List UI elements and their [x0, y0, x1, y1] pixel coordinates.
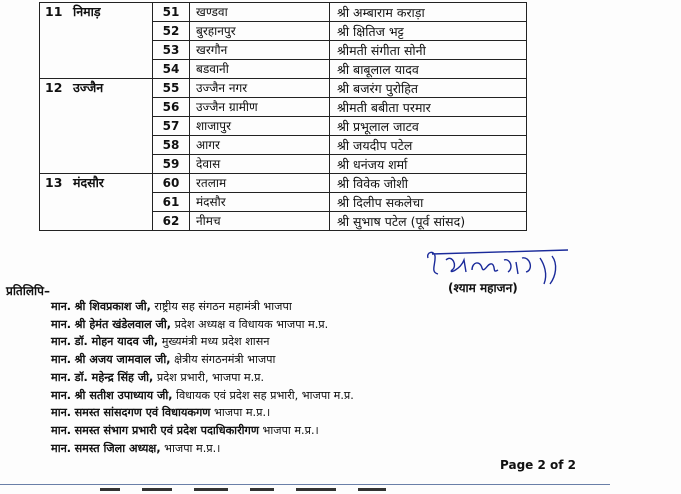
- honorific: मान.: [51, 335, 72, 349]
- recipient-designation: विधायक एवं प्रदेश सह प्रभारी, भाजपा म.प्र.: [176, 388, 354, 402]
- table-row: [40, 174, 527, 193]
- list-item: [51, 404, 354, 422]
- appointee-name: श्री बाबूलाल यादव: [330, 60, 527, 79]
- district-number: 52: [153, 22, 190, 41]
- recipient-name: समस्त संभाग प्रभारी एवं प्रदेश पदाधिकारीगण: [74, 423, 259, 437]
- division-cell: [40, 174, 153, 231]
- district-name: उज्जैन नगर: [190, 79, 330, 98]
- district-number: 51: [153, 3, 190, 22]
- district-name: उज्जैन ग्रामीण: [190, 98, 330, 117]
- copy-to-heading: प्रतिलिपि–: [6, 284, 50, 298]
- recipient-name: श्री अजय जामवाल जी,: [74, 353, 171, 367]
- division-name: निमाड़: [73, 4, 101, 19]
- district-number: 54: [153, 60, 190, 79]
- list-item: [51, 440, 354, 458]
- district-number: 60: [153, 174, 190, 193]
- district-number: 55: [153, 79, 190, 98]
- district-name: खण्डवा: [190, 3, 330, 22]
- appointee-name: श्रीमती बबीता परमार: [330, 98, 527, 117]
- honorific: मान.: [51, 300, 72, 313]
- list-item: [51, 298, 354, 316]
- honorific: मान.: [51, 406, 72, 420]
- list-item: [51, 387, 354, 405]
- honorific: मान.: [51, 388, 72, 402]
- recipient-name: श्री शिवप्रकाश जी,: [74, 300, 151, 313]
- honorific: मान.: [51, 441, 72, 455]
- division-number: 12: [45, 80, 63, 95]
- recipient-name: श्री हेमंत खंडेलवाल जी,: [74, 317, 171, 331]
- appointments-table: [39, 2, 527, 231]
- division-cell: [40, 3, 153, 79]
- district-name: देवास: [190, 155, 330, 174]
- appointee-name: श्री जयदीप पटेल: [330, 136, 527, 155]
- table-row: [40, 3, 527, 22]
- recipient-name: डॉ. मोहन यादव जी,: [74, 335, 159, 349]
- appointee-name: श्री बजरंग पुरोहित: [330, 79, 527, 98]
- appointee-name: श्री विवेक जोशी: [330, 174, 527, 193]
- division-cell: [40, 79, 153, 174]
- list-item: [51, 316, 354, 334]
- recipient-designation: प्रदेश प्रभारी, भाजपा म.प्र.: [156, 370, 265, 384]
- division-name: मंदसौर: [73, 175, 104, 190]
- district-name: रतलाम: [190, 174, 330, 193]
- recipient-designation: भाजपा म.प्र.।: [213, 406, 271, 420]
- district-number: 62: [153, 212, 190, 231]
- list-item: [51, 333, 354, 351]
- recipient-designation: भाजपा म.प्र.।: [262, 423, 319, 437]
- appointee-name: श्री अम्बाराम कराड़ा: [330, 3, 527, 22]
- footer-divider: [0, 484, 610, 485]
- division-number: 11: [45, 4, 63, 19]
- district-number: 56: [153, 98, 190, 117]
- list-item: [51, 369, 354, 387]
- division-number: 13: [45, 175, 63, 190]
- appointee-name: श्री क्षितिज भट्ट: [330, 22, 527, 41]
- district-number: 53: [153, 41, 190, 60]
- district-number: 58: [153, 136, 190, 155]
- recipient-designation: राष्ट्रीय सह संगठन महामंत्री भाजपा: [154, 300, 292, 313]
- list-item: [51, 351, 354, 369]
- recipient-designation: क्षेत्रीय संगठनमंत्री भाजपा: [174, 353, 276, 367]
- recipient-name: श्री सतीश उपाध्याय जी,: [74, 388, 173, 402]
- district-name: बडवानी: [190, 60, 330, 79]
- appointee-name: श्री धनंजय शर्मा: [330, 155, 527, 174]
- signatory-name: (श्याम महाजन): [448, 281, 518, 295]
- district-name: आगर: [190, 136, 330, 155]
- district-name: शाजापुर: [190, 117, 330, 136]
- district-number: 57: [153, 117, 190, 136]
- district-name: खरगौन: [190, 41, 330, 60]
- district-number: 59: [153, 155, 190, 174]
- recipient-designation: भाजपा म.प्र.।: [164, 441, 221, 455]
- recipient-name: समस्त जिला अध्यक्ष,: [74, 441, 161, 455]
- honorific: मान.: [51, 423, 72, 437]
- appointee-name: श्रीमती संगीता सोनी: [330, 41, 527, 60]
- recipient-name: समस्त सांसदगण एवं विधायकगण: [74, 406, 211, 420]
- honorific: मान.: [51, 317, 72, 331]
- honorific: मान.: [51, 353, 72, 367]
- page-number: Page 2 of 2: [500, 458, 576, 472]
- list-item: [51, 422, 354, 440]
- recipient-designation: प्रदेश अध्यक्ष व विधायक भाजपा म.प्र.: [174, 317, 329, 331]
- appointee-name: श्री सुभाष पटेल (पूर्व सांसद): [330, 212, 527, 231]
- copy-recipients-list: [51, 298, 354, 457]
- honorific: मान.: [51, 370, 72, 384]
- district-name: बुरहानपुर: [190, 22, 330, 41]
- recipient-name: डॉ. महेन्द्र सिंह जी,: [74, 370, 154, 384]
- appointee-name: श्री दिलीप सकलेचा: [330, 193, 527, 212]
- recipient-designation: मुख्यमंत्री मध्य प्रदेश शासन: [161, 335, 270, 349]
- district-name: मंदसौर: [190, 193, 330, 212]
- table-row: [40, 79, 527, 98]
- district-number: 61: [153, 193, 190, 212]
- appointee-name: श्री प्रभूलाल जाटव: [330, 117, 527, 136]
- division-name: उज्जैन: [73, 80, 104, 95]
- district-name: नीमच: [190, 212, 330, 231]
